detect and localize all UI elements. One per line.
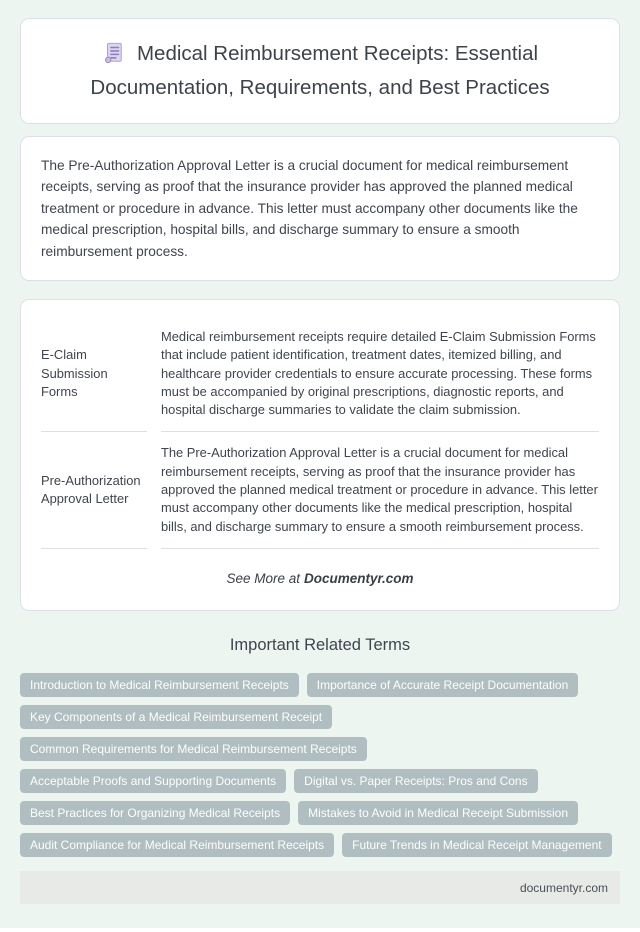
- term-cell: Pre-Authorization Approval Letter: [41, 432, 147, 549]
- description-cell: Medical reimbursement receipts require detailed E-Claim Submission Forms that include patient identification, treatment dates, itemized billing, and healthcare provider credentials to ensure accurate processing. These forms must be accompanied by original prescriptions, diagnostic reports, and hospital discharge summaries to validate the claim submission.: [161, 316, 599, 433]
- page-title: [47, 39, 593, 103]
- intro-paragraph: The Pre-Authorization Approval Letter is a crucial document for medical reimbursement receipts, serving as proof that the insurance provider has approved the planned medical treatment or procedure in advance. This letter must accompany other documents like the medical prescription, hospital bills, and discharge summary to ensure a smooth reimbursement process.: [41, 158, 578, 259]
- table-row: [41, 432, 599, 549]
- related-term-tag[interactable]: Importance of Accurate Receipt Documentation: [307, 673, 578, 697]
- related-term-tag[interactable]: Audit Compliance for Medical Reimbursement Receipts: [20, 833, 334, 857]
- terms-table-card: [20, 299, 620, 611]
- related-term-tag[interactable]: Best Practices for Organizing Medical Receipts: [20, 801, 290, 825]
- related-term-tag[interactable]: Key Components of a Medical Reimbursement Receipt: [20, 705, 332, 729]
- related-terms-heading: Important Related Terms: [229, 636, 411, 654]
- intro-card: [20, 136, 620, 281]
- description-cell: The Pre-Authorization Approval Letter is a crucial document for medical reimbursement receipts, serving as proof that the insurance provider has approved the planned medical treatment or procedure in advance. This letter must accompany other documents like the medical prescription, hospital bills, and discharge summary to ensure a smooth reimbursement process.: [161, 432, 599, 549]
- related-term-tag[interactable]: Acceptable Proofs and Supporting Documents: [20, 769, 286, 793]
- table-row: [41, 316, 599, 433]
- page-title-text: Medical Reimbursement Receipts: Essential Documentation, Requirements, and Best Practices: [90, 42, 550, 99]
- related-term-tag[interactable]: Mistakes to Avoid in Medical Receipt Submission: [298, 801, 578, 825]
- related-term-tag[interactable]: Digital vs. Paper Receipts: Pros and Cons: [294, 769, 537, 793]
- brand-link[interactable]: Documentyr.com: [304, 571, 414, 586]
- receipt-icon: [102, 42, 124, 73]
- term-cell: E-Claim Submission Forms: [41, 316, 147, 433]
- related-term-tag[interactable]: Future Trends in Medical Receipt Management: [342, 833, 611, 857]
- see-more-line: [41, 571, 599, 586]
- see-more-prefix: See More at: [226, 571, 300, 586]
- footer-bar: [20, 871, 620, 904]
- related-term-tag[interactable]: Introduction to Medical Reimbursement Receipts: [20, 673, 299, 697]
- header-card: [20, 18, 620, 124]
- related-terms-list: [20, 673, 620, 857]
- related-term-tag[interactable]: Common Requirements for Medical Reimbursement Receipts: [20, 737, 367, 761]
- footer-domain: documentyr.com: [519, 880, 608, 895]
